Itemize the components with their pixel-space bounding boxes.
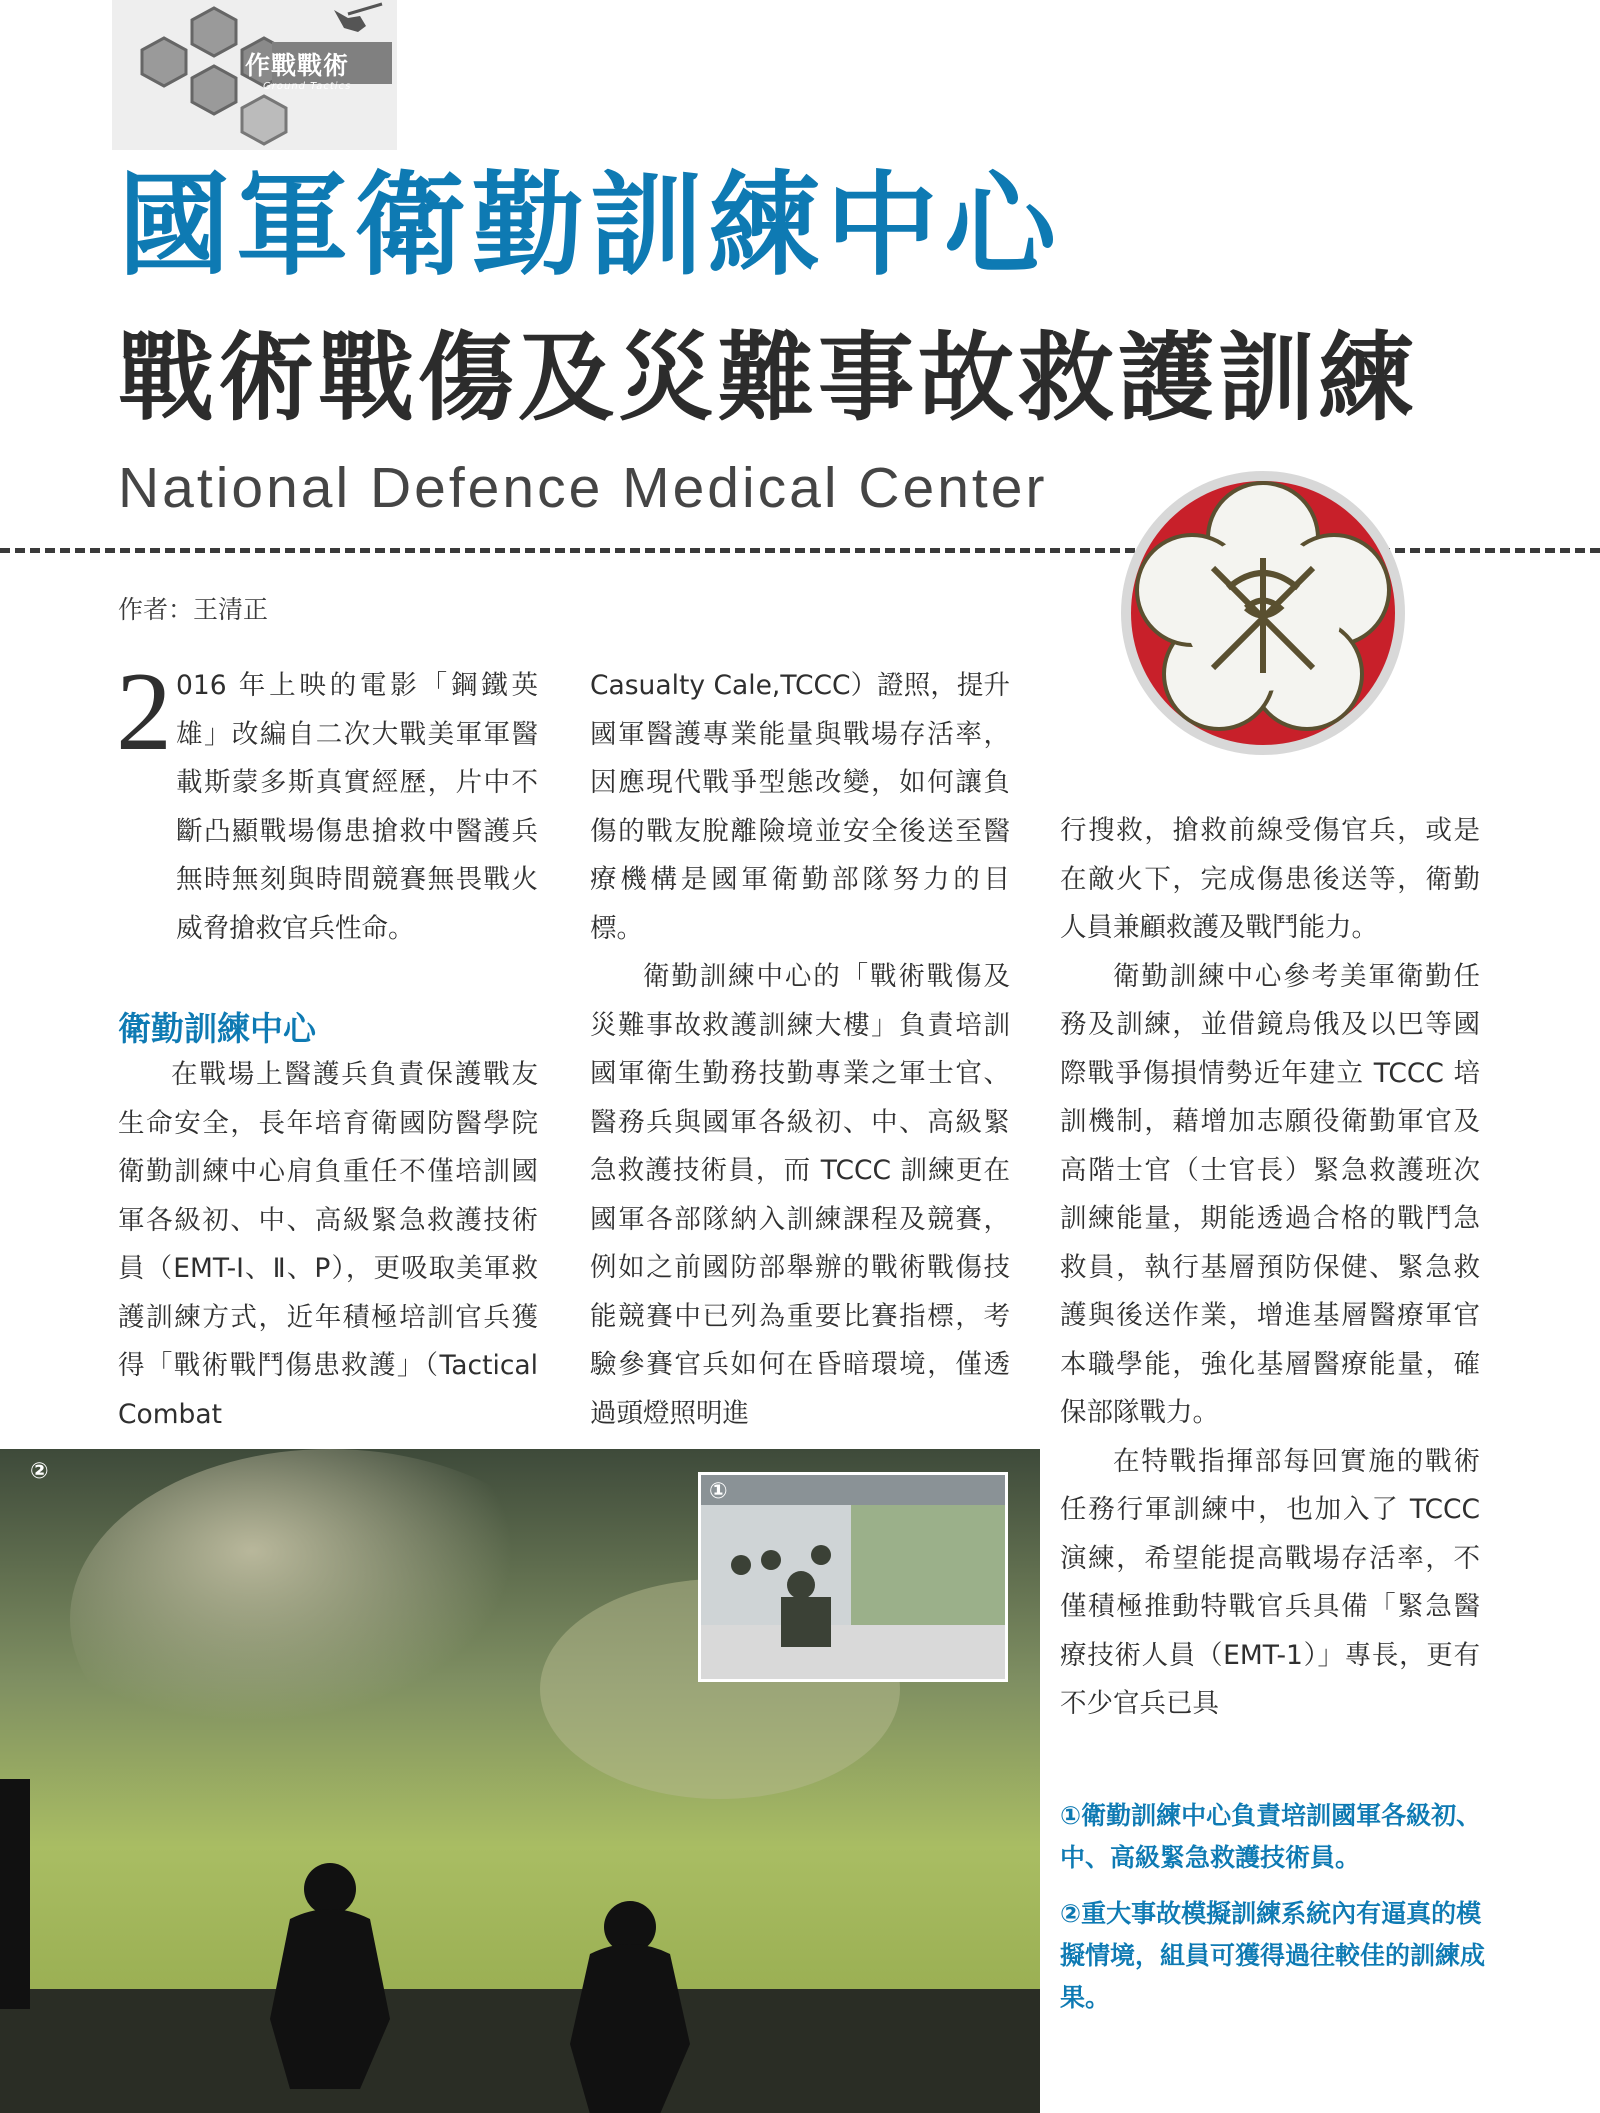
paragraph [176, 662, 538, 953]
classroom-training-image [701, 1475, 1005, 1679]
paragraph-text: 衛勤訓練中心參考美軍衛勤任務及訓練，並借鏡烏俄及以巴等國際戰爭傷損情勢近年建立 TCCC 培訓機制，藉增加志願役衛勤軍官及高階士官（士官長）緊急救護班次訓練能量，期能透過合格的戰鬥急救員，執行基層預防保健、緊急救護與後送作業，增進基層醫療軍官本職學能，強化基層醫療能量，確保部隊戰力。 [1060, 960, 1480, 1428]
photo-marker-1: ① [709, 1479, 728, 1504]
emblem-image [1118, 468, 1408, 758]
paragraph-text: 行搜救，搶救前線受傷官兵，或是在敵火下，完成傷患後送等，衛勤人員兼顧救護及戰鬥能力。 [1060, 815, 1480, 943]
plum-blossom-emblem-icon [1118, 468, 1408, 758]
section-subtitle: Ground Tactics [263, 81, 352, 92]
page-subtitle: 戰術戰傷及災難事故救護訓練 [118, 322, 1418, 434]
dropcap: 2 [116, 650, 172, 774]
paragraph-text: 在戰場上醫護兵負責保護戰友生命安全，長年培育衛國防醫學院衛勤訓練中心肩負重任不僅培訓國軍各級初、中、高級緊急救護技術員（EMT-I、Ⅱ、P），更吸取美軍救護訓練方式，近年積極培訓官兵獲得「戰術戰鬥傷患救護」（Tactical Combat [118, 1059, 538, 1430]
english-title: National Defence Medical Center [118, 456, 1048, 520]
section-heading: 衛勤訓練中心 [118, 1009, 316, 1048]
photo-caption-2: ②重大事故模擬訓練系統內有逼真的模擬情境，組員可獲得過往較佳的訓練成果。 [1060, 1899, 1486, 2012]
column-2 [590, 662, 1010, 1438]
paragraph-text: 016 年上映的電影「鋼鐵英雄」改編自二次大戰美軍軍醫載斯蒙多斯真實經歷，片中不斷凸顯戰場傷患搶救中醫護兵無時無刻與時間競賽無畏戰火威脅搶救官兵性命。 [176, 670, 538, 944]
paragraph-text: 在特戰指揮部每回實施的戰術任務行軍訓練中，也加入了 TCCC 演練，希望能提高戰場存活率，不僅積極推動特戰官兵具備「緊急醫療技術人員（EMT-1）」專長，更有不少官兵已具 [1060, 1445, 1480, 1719]
author-byline: 作者：王清正 [118, 595, 269, 624]
page-title: 國軍衛勤訓練中心 [118, 161, 1062, 291]
photo-marker-2: ② [30, 1459, 49, 1484]
section-title: 作戰戰術 [245, 51, 350, 80]
paragraph [118, 1051, 538, 1439]
paragraph-text: 衛勤訓練中心的「戰術戰傷及災難事故救護訓練大樓」負責培訓國軍衛生勤務技勤專業之軍士官、醫務兵與國軍各級初、中、高級緊急救護技術員，而 TCCC 訓練更在國軍各部隊納入訓練課程及競賽，例如之前國防部舉辦的戰術戰傷技能競賽中已列為重要比賽指標，考驗參賽官兵如何在昏暗環境，僅透過頭燈照明進 [590, 961, 1010, 1429]
photo-caption-1: ①衛勤訓練中心負責培訓國軍各級初、中、高級緊急救護技術員。 [1060, 1801, 1482, 1872]
column-3 [1060, 807, 1480, 1729]
paragraph-text: Casualty Cale,TCCC）證照，提升國軍醫護專業能量與戰場存活率，因應現代戰爭型態改變，如何讓負傷的戰友脫離險境並安全後送至醫療機構是國軍衛勤部隊努力的目標。 [590, 670, 1010, 944]
training-photo-inset [698, 1472, 1008, 1682]
